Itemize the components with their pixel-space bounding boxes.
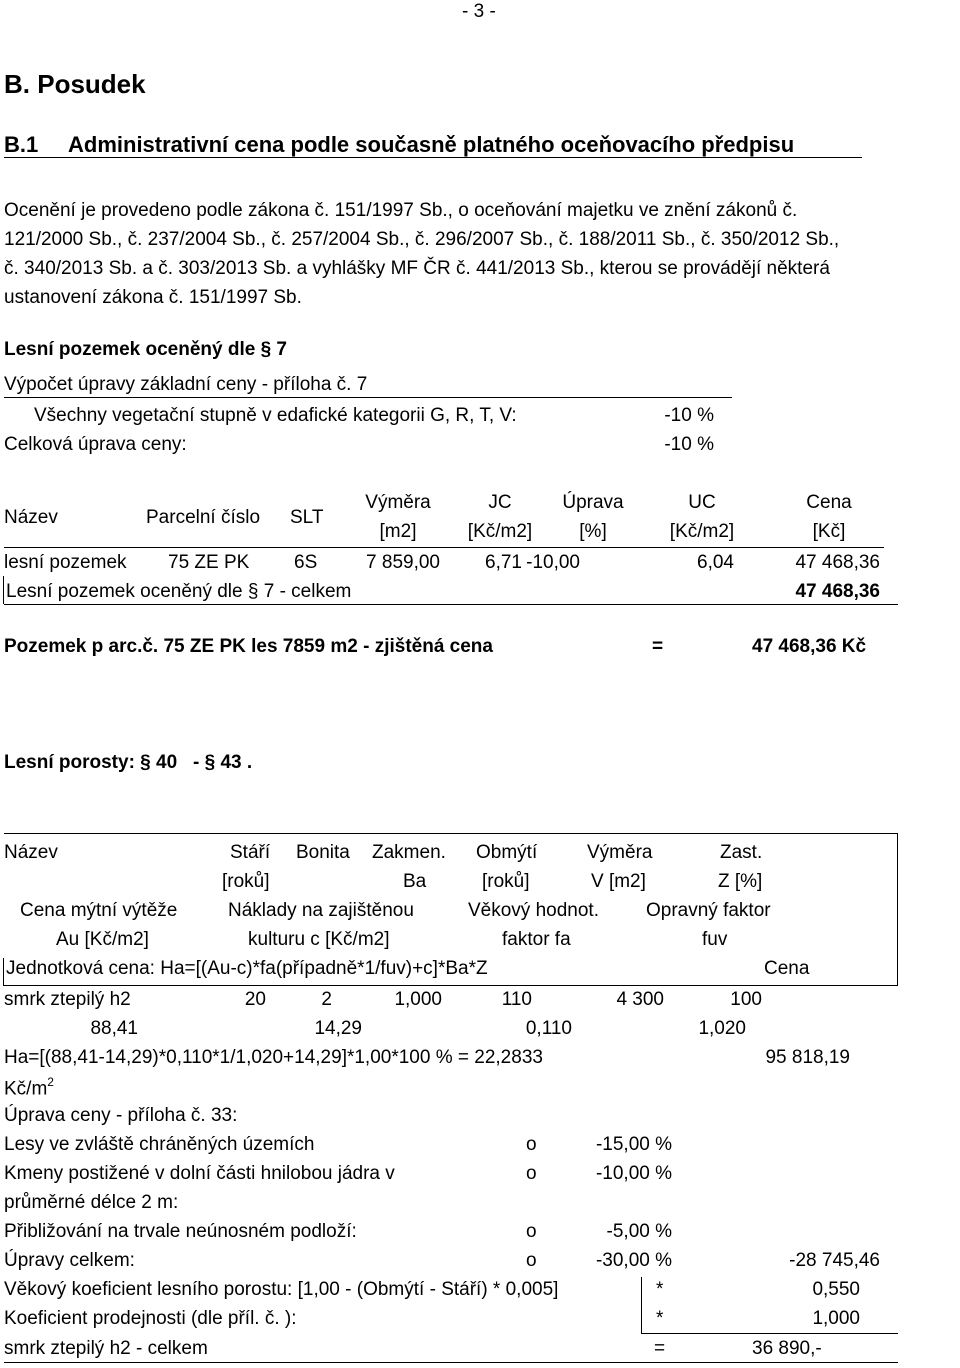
land-summary-label: Pozemek p arc.č. 75 ZE PK les 7859 m2 - zjištěná cena <box>4 636 493 657</box>
subsection-underline <box>4 157 862 158</box>
sale-coefficient-mark: * <box>656 1308 664 1329</box>
adjustments-total-mark: o <box>526 1250 537 1271</box>
land-row-vymera: 7 859,00 <box>366 552 440 573</box>
adjustment-mark-1: o <box>526 1134 537 1155</box>
col-header-cena: Cena <box>806 492 852 513</box>
forest-h-fa-unit: faktor fa <box>502 929 571 950</box>
subsection-title: Administrativní cena podle současně platného oceňovacího předpisu <box>68 132 795 157</box>
land-summary-eq: = <box>652 636 664 657</box>
age-coefficient-mark: * <box>656 1279 664 1300</box>
col-header-nazev: Název <box>4 507 58 528</box>
forest-h-fuv: Opravný faktor <box>646 900 771 921</box>
col-header-uc: UC <box>688 492 716 513</box>
forest-h-stari: Stáří <box>230 842 271 863</box>
formula-line: Ha=[(88,41-14,29)*0,110*1/1,020+14,29]*1,00*100 % = 22,2833 <box>4 1047 543 1068</box>
adjustments-total-label: Úpravy celkem: <box>4 1250 135 1271</box>
age-coefficient-label: Věkový koeficient lesního porostu: [1,00 - (Obmýtí - Stáří) * 0,005] <box>4 1279 559 1300</box>
forest-row-fa: 0,110 <box>525 1018 572 1039</box>
col-header-vymera: Výměra <box>365 492 431 513</box>
forest-row-obmyti: 110 <box>501 989 532 1010</box>
vegetation-value: -10 % <box>664 405 714 426</box>
adjustment-mark-3: o <box>526 1221 537 1242</box>
final-label: smrk ztepilý h2 - celkem <box>4 1338 208 1359</box>
forest-h-zast-unit: Z [%] <box>718 871 763 892</box>
forest-h-c: Náklady na zajištěnou <box>228 900 414 921</box>
forest-h-fa: Věkový hodnot. <box>468 900 599 921</box>
age-coefficient-value: 0,550 <box>812 1279 860 1300</box>
adjustments-total-amount: -28 745,46 <box>789 1250 880 1271</box>
forest-h-au: Cena mýtní výtěže <box>20 900 178 921</box>
land-row-parcel: 75 ZE PK <box>168 552 250 573</box>
adjustment-value-1: -15,00 % <box>595 1134 672 1155</box>
col-header-parcel: Parcelní číslo <box>146 507 261 528</box>
page-number: - 3 - <box>462 1 496 22</box>
table-header-line <box>4 547 884 548</box>
forest-h-zakmen-unit: Ba <box>403 871 427 892</box>
forest-h-obmyti: Obmýtí <box>476 842 538 863</box>
land-total-value: 47 468,36 <box>795 581 880 602</box>
final-underline <box>4 1362 898 1363</box>
formula-unit-exponent: 2 <box>47 1075 54 1089</box>
adjustment-mark-2: o <box>526 1163 537 1184</box>
forest-h-cena: Cena <box>764 958 810 979</box>
land-title: Lesní pozemek oceněný dle § 7 <box>4 339 287 360</box>
adjustments-total-value: -30,00 % <box>595 1250 672 1271</box>
adjustment-value-2: -10,00 % <box>595 1163 672 1184</box>
final-row-divider <box>641 1277 642 1333</box>
intro-line-2: 121/2000 Sb., č. 237/2004 Sb., č. 257/2004 Sb., č. 296/2007 Sb., č. 188/2011 Sb., č. 350/2012 Sb., <box>4 229 840 250</box>
forest-h-vymera: Výměra <box>587 842 653 863</box>
land-row-uprava: -10,00 <box>526 552 580 573</box>
forest-h-zakmen: Zakmen. <box>372 842 446 863</box>
calc-title-underline <box>4 397 732 398</box>
land-summary-value: 47 468,36 Kč <box>752 636 867 657</box>
subsection-number: B.1 <box>4 132 39 157</box>
forest-row-vymera: 4 300 <box>616 989 664 1010</box>
forest-h-formula: Jednotková cena: Ha=[(Au-c)*fa(případně*1/fuv)+c]*Ba*Z <box>6 958 488 979</box>
forest-row-c: 14,29 <box>314 1018 362 1039</box>
sale-coefficient-value: 1,000 <box>812 1308 860 1329</box>
intro-line-4: ustanovení zákona č. 151/1997 Sb. <box>4 287 302 308</box>
forest-h-vymera-unit: V [m2] <box>591 871 646 892</box>
col-header-jc-unit: [Kč/m2] <box>467 521 533 542</box>
section-heading: B. Posudek <box>4 69 146 99</box>
forest-row-nazev: smrk ztepilý h2 <box>4 989 131 1010</box>
total-adjustment-label: Celková úprava ceny: <box>4 434 187 455</box>
formula-unit-text: Kč/m <box>4 1078 48 1100</box>
adjustment-label-1: Lesy ve zvláště chráněných územích <box>4 1134 315 1155</box>
forest-row-fuv: 1,020 <box>698 1018 746 1039</box>
land-row-slt: 6S <box>294 552 318 573</box>
adjustment-label-2: Kmeny postižené v dolní části hnilobou jádra v <box>4 1163 395 1184</box>
forest-header-right <box>897 833 898 985</box>
adjustment-label-3: Přibližování na trvale neúnosném podloží: <box>4 1221 357 1242</box>
forest-row-zakmen: 1,000 <box>394 989 442 1010</box>
intro-line-1: Ocenění je provedeno podle zákona č. 151/1997 Sb., o oceňování majetku ve znění zákonů č. <box>4 200 798 221</box>
forest-h-au-unit: Au [Kč/m2] <box>56 929 149 950</box>
col-header-vymera-unit: [m2] <box>379 521 417 542</box>
forest-row-au: 88,41 <box>90 1018 138 1039</box>
total-adjustment-value: -10 % <box>664 434 714 455</box>
forest-h-c-unit: kulturu c [Kč/m2] <box>248 929 390 950</box>
calc-title: Výpočet úpravy základní ceny - příloha č. 7 <box>4 374 368 395</box>
col-header-uc-unit: [Kč/m2] <box>669 521 735 542</box>
final-row-top-line <box>641 1333 898 1334</box>
forest-header-top <box>4 833 898 834</box>
intro-line-3: č. 340/2013 Sb. a č. 303/2013 Sb. a vyhlášky MF ČR č. 441/2013 Sb., kterou se provádějí některá <box>4 258 830 279</box>
forest-row-zast: 100 <box>730 989 762 1010</box>
forest-row-bonita: 2 <box>321 989 332 1010</box>
forest-header-left <box>3 958 4 986</box>
final-mark: = <box>654 1338 666 1359</box>
col-header-uprava-unit: [%] <box>579 521 607 542</box>
forest-h-nazev: Název <box>4 842 58 863</box>
col-header-cena-unit: [Kč] <box>812 521 846 542</box>
land-row-nazev: lesní pozemek <box>4 552 127 573</box>
forest-h-obmyti-unit: [roků] <box>482 871 530 892</box>
land-row-uc: 6,04 <box>697 552 734 573</box>
forest-header-bottom <box>4 985 898 986</box>
forest-h-stari-unit: [roků] <box>222 871 270 892</box>
land-row-jc: 6,71 <box>485 552 522 573</box>
total-left-border <box>3 576 4 604</box>
adjustment-label-2-cont: průměrné délce 2 m: <box>4 1192 179 1213</box>
vegetation-label: Všechny vegetační stupně v edafické kategorii G, R, T, V: <box>34 405 517 426</box>
col-header-slt: SLT <box>290 507 324 528</box>
final-value: 36 890,- <box>752 1338 822 1359</box>
forest-title: Lesní porosty: § 40 - § 43 . <box>4 752 253 773</box>
land-row-cena: 47 468,36 <box>795 552 880 573</box>
forest-h-bonita: Bonita <box>296 842 350 863</box>
forest-h-fuv-unit: fuv <box>702 929 728 950</box>
land-total-underline <box>4 604 898 605</box>
land-total-label: Lesní pozemek oceněný dle § 7 - celkem <box>6 581 352 602</box>
formula-value: 95 818,19 <box>765 1047 850 1068</box>
sale-coefficient-label: Koeficient prodejnosti (dle příl. č. ): <box>4 1308 297 1329</box>
col-header-uprava: Úprava <box>562 492 624 513</box>
forest-h-zast: Zast. <box>720 842 763 863</box>
col-header-jc: JC <box>488 492 512 513</box>
formula-unit <box>4 1077 54 1098</box>
adjustment-title: Úprava ceny - příloha č. 33: <box>4 1105 238 1126</box>
forest-row-stari: 20 <box>244 989 266 1010</box>
adjustment-value-3: -5,00 % <box>606 1221 672 1242</box>
